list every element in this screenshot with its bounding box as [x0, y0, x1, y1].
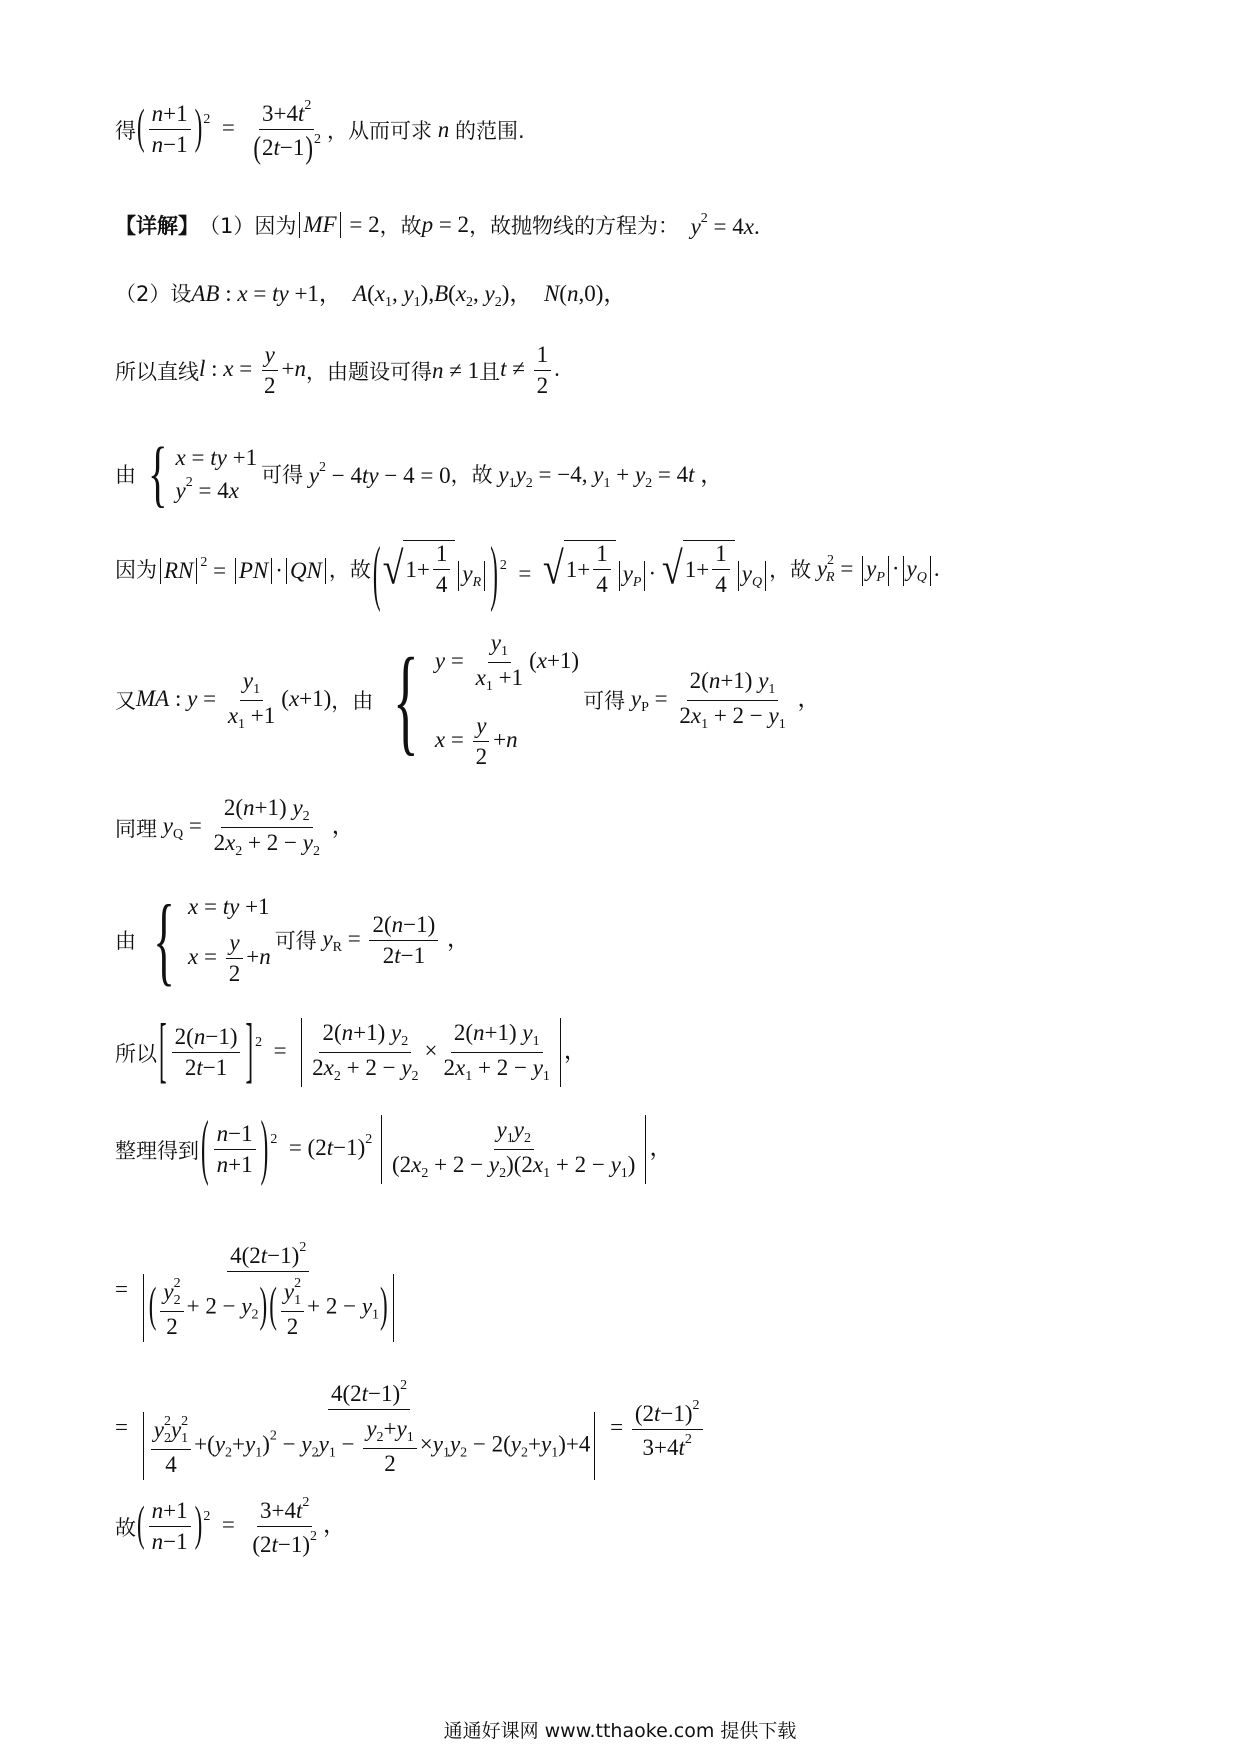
line-14 — [115, 1495, 346, 1558]
section-heading: 【详解】 — [115, 214, 199, 238]
text: 同理 — [115, 816, 157, 841]
formula: $y^2_R = y_P \cdot y_Q$ . — [811, 552, 940, 585]
text: 所以直线 — [115, 359, 199, 384]
formula: MF = 2 — [296, 212, 379, 238]
text: ，故 — [379, 214, 422, 238]
formula: t ≠ $\frac{1}{2}$ . — [500, 342, 560, 398]
line-7 — [115, 630, 820, 770]
line-6 — [115, 532, 940, 613]
text: ，故 — [769, 558, 812, 582]
formula: n ≠ 1 — [431, 357, 480, 383]
page-footer: 通通好课网 www.tthaoke.com 提供下载 — [443, 1720, 797, 1742]
formula: ( √ 1+ $\frac{1}{4}$ $y_R$ ) $^2$ = √ 1+ $\frac{1}{4}$ $y_P$ · √ 1+ $\frac{1}{4}$ $y_Q$ — [371, 540, 769, 598]
text: 又 — [115, 689, 136, 713]
line-2 — [115, 210, 760, 240]
text: 故 — [115, 1515, 136, 1540]
formula: $y_Q$ = $\frac{2(n+1) y_2}{2x_2 + 2 - y_2}$ ， — [157, 795, 355, 859]
formula: n — [432, 116, 456, 142]
formula: $y_P$ = $\frac{2(n+1) y_1}{2x_1 + 2 - y_1}$ ， — [625, 667, 821, 732]
formula: $y_R$ = $\frac{2(n-1)}{2t-1}$ ， — [316, 911, 471, 968]
text: 所以 — [115, 1041, 157, 1066]
text: 由 — [115, 929, 136, 953]
line-3 — [115, 275, 626, 311]
line-5 — [115, 433, 724, 515]
equation-system: { x = ty +1 x = $\frac{y}{2}$ +n — [153, 884, 271, 995]
text: 的范围. — [455, 118, 525, 143]
line-4 — [115, 342, 560, 399]
text: 可得 — [261, 463, 304, 487]
line-1 — [115, 98, 525, 165]
text: 因为 — [115, 558, 157, 582]
line-11 — [115, 1106, 673, 1187]
line-12 — [115, 1240, 403, 1342]
text: 整理得到 — [115, 1138, 199, 1163]
line-9 — [115, 884, 471, 995]
text: （2）设 — [115, 282, 192, 306]
formula: [ $\frac{2(n-1)}{2t-1}$ ] $^2$ = $\frac{2(n+1) y_2}{2x_2 + 2 - y_2}$ × $\frac{2(n+1) y_1}{2x_1 + 2 - y_1}$ ， — [159, 1009, 587, 1090]
formula: p = 2 — [421, 212, 470, 237]
formula: MA : y = $\frac{y_1}{x_1 +1}$ (x+1) — [136, 667, 332, 732]
formula: RN $^2$ = PN · QN — [157, 555, 329, 584]
equation-system: { y = $\frac{y_1}{x_1 +1}$ (x+1) x = $\frac{y}{2}$ +n — [393, 630, 580, 769]
formula: $y^2 = 4x$. — [679, 210, 760, 239]
text: ，由 — [331, 689, 374, 713]
text: ，故抛物线的方程为： — [469, 214, 680, 238]
line-8 — [115, 795, 355, 860]
line-13 — [115, 1378, 706, 1480]
text: 可得 — [274, 929, 317, 953]
text: 得 — [115, 118, 136, 143]
text: （1）因为 — [199, 214, 297, 238]
formula: $y_1y_2 = -4$, $y_1 + y_2 = 4t$ ， — [492, 462, 724, 491]
formula: ( $\frac{n-1}{n+1}$ ) $^2 = (2t-1)^2$ $\frac{y_1y_2}{(2x_2 + 2 - y_2)(2x_1 + 2 - y_1)}$ ， — [201, 1106, 673, 1187]
formula: = $4(2t-1)^2$ $\frac{y^2_2y^2_1}{4}$ $+(y_2+y_1)^2 - y_2y_1$ − $\frac{y_2+y_1}{2}$ $\times y_1y_2 - 2(y_2+y_1)+4$ = $\frac{(2t-1)^2}{3+4t^2}$ — [115, 1378, 706, 1480]
text: 由 — [115, 463, 136, 487]
text: ，故 — [450, 463, 493, 487]
text: 可得 — [583, 689, 626, 713]
formula: ( $\frac{n+1}{n-1}$ )$^2$ = $\frac{3+4t^2}{(2t-1)^2}$ — [137, 98, 322, 165]
formula: = $4(2t-1)^2$ ( $\frac{y^2_2}{2}$ + $2 - y_2$)( $\frac{y^2_1}{2}$ + $2 - y_1$) — [115, 1240, 403, 1342]
formula: $y^2 - 4ty - 4 = 0$ — [303, 459, 451, 488]
text: 且 — [479, 359, 501, 384]
formula: AB : x = ty +1， $A(x_1$, $y_1),B(x_2$, $y_2$)， N(n,0)， — [191, 281, 627, 310]
text: ，故 — [328, 558, 371, 582]
text: ，由题设可得 — [305, 359, 432, 384]
equation-system: { x = ty +1 $y^2 = 4x$ — [147, 433, 258, 515]
line-10 — [115, 1009, 587, 1090]
formula: ( $\frac{n+1}{n-1}$ )$^2$ = $\frac{3+4t^2}{(2t-1)^2}$ ， — [137, 1495, 347, 1557]
text: ，从而可求 — [327, 118, 433, 143]
formula: l : x = $\frac{y}{2}$ +n — [199, 342, 306, 398]
